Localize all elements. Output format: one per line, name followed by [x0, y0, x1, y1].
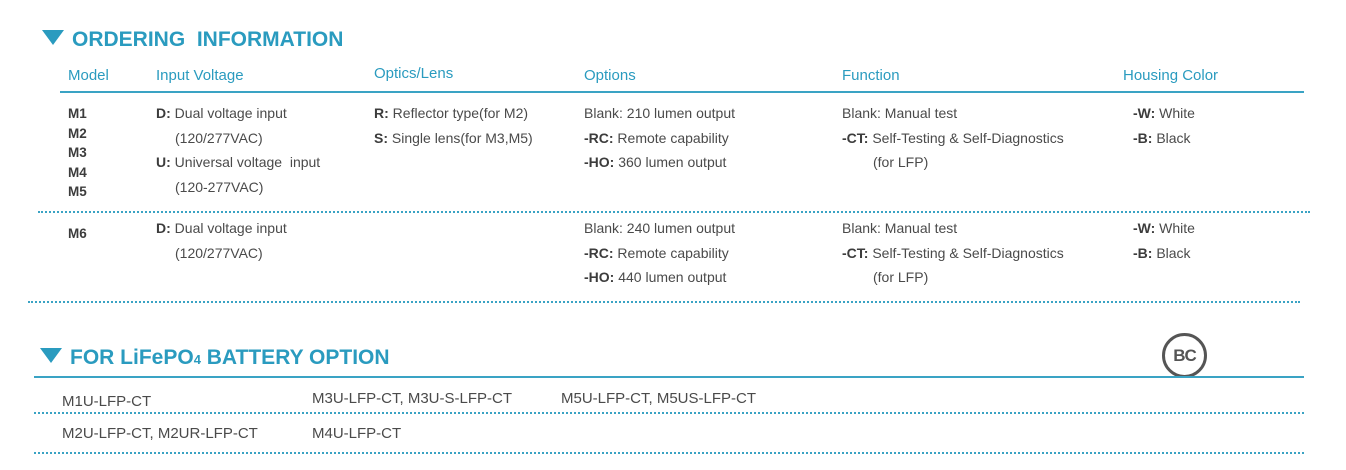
triangle-down-icon	[42, 30, 64, 45]
header-input-voltage: Input Voltage	[156, 67, 244, 84]
row-divider	[38, 211, 1310, 213]
row1-optics: R: Reflector type(for M2) S: Single lens(for M3,M5)	[374, 105, 533, 146]
bc-certification-logo: BC	[1162, 333, 1207, 378]
header-model: Model	[68, 67, 109, 84]
header-rule	[60, 91, 1304, 93]
header-housing-color: Housing Color	[1123, 67, 1219, 84]
ordering-title: ORDERING INFORMATION	[42, 28, 343, 52]
row2-function: Blank: Manual test -CT: Self-Testing & Self-Diagnostics (for LFP)	[842, 220, 1064, 285]
header-function: Function	[842, 67, 900, 84]
header-optics: Optics/Lens	[374, 65, 454, 82]
battery-item: M5U-LFP-CT, M5US-LFP-CT	[561, 390, 757, 407]
row2-model: M6	[68, 226, 87, 241]
row1-voltage: D: Dual voltage input (120/277VAC) U: Universal voltage input (120-277VAC)	[156, 105, 321, 195]
ordering-bottom-rule	[28, 301, 1300, 303]
battery-header-rule	[34, 376, 1304, 378]
battery-item: M2U-LFP-CT, M2UR-LFP-CT	[62, 425, 258, 442]
row1-options: Blank: 210 lumen output -RC: Remote capability -HO: 360 lumen output	[584, 105, 735, 170]
battery-item: M1U-LFP-CT	[62, 393, 152, 410]
row1-housing: -W: White -B: Black	[1133, 105, 1195, 146]
row2-housing: -W: White -B: Black	[1133, 220, 1195, 261]
header-options: Options	[584, 67, 636, 84]
battery-title: FOR LiFePO4 BATTERY OPTION	[40, 346, 390, 370]
row1-function: Blank: Manual test -CT: Self-Testing & Self-Diagnostics (for LFP)	[842, 105, 1064, 170]
battery-item: M3U-LFP-CT, M3U-S-LFP-CT	[312, 390, 513, 407]
row2-voltage: D: Dual voltage input (120/277VAC)	[156, 220, 287, 261]
battery-row-divider	[34, 412, 1304, 414]
row1-models: M1 M2 M3 M4 M5	[68, 106, 87, 199]
row2-options: Blank: 240 lumen output -RC: Remote capability -HO: 440 lumen output	[584, 220, 735, 285]
triangle-down-icon	[40, 348, 62, 363]
battery-item: M4U-LFP-CT	[312, 425, 402, 442]
battery-bottom-rule	[34, 452, 1304, 454]
